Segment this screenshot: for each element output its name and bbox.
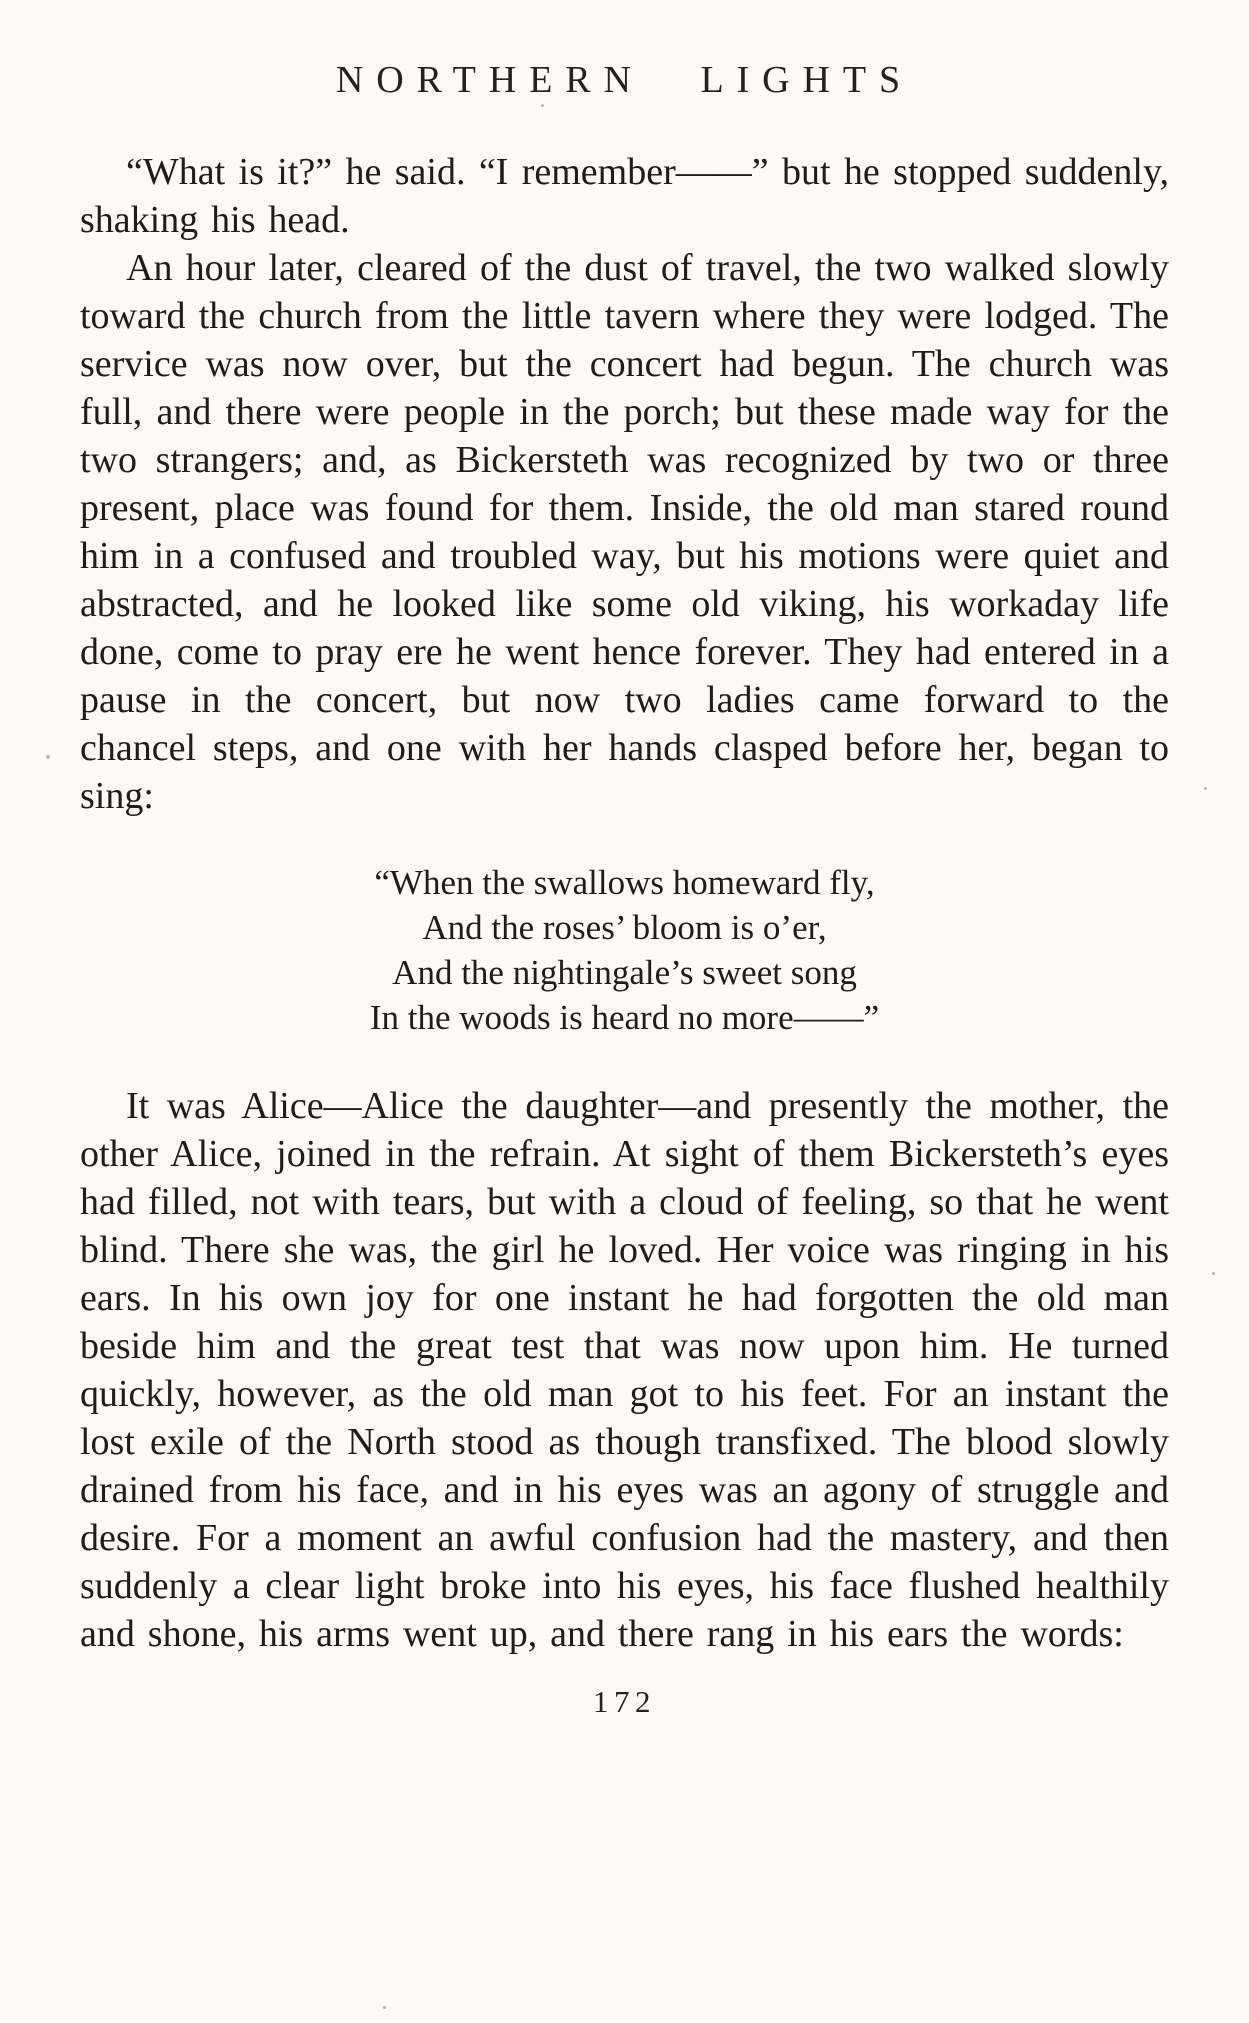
page-number: 172: [592, 1684, 657, 1719]
verse-line-1: “When the swallows homeward fly,: [374, 863, 875, 902]
verse-line-2: And the roses’ bloom is o’er,: [422, 908, 827, 947]
paragraph-3: It was Alice—Alice the daughter—and presently the mother, the other Alice, joined in the refrain. At sight of them Bickersteth’s eyes had filled, not with tears, but with a cloud of feeling, so that he went blind. There she was, the girl he loved. Her voice was ringing in his ears. In his own joy for one instant he had forgotten the old man beside him and the great test that was now upon him. He turned quickly, however, as the old man got to his feet. For an instant the lost exile of the North stood as though transfixed. The blood slowly drained from his face, and in his eyes was an agony of struggle and desire. For a moment an awful confusion had the mastery, and then suddenly a clear light broke into his eyes, his face flushed healthily and shone, his arms went up, and there rang in his ears the words:: [80, 1085, 1169, 1655]
verse-block: [80, 860, 1169, 1040]
page-title: NORTHERN LIGHTS: [335, 59, 914, 101]
scan-speck: [1204, 787, 1207, 790]
scan-speck: [541, 104, 544, 107]
scan-speck: [383, 2006, 386, 2009]
paragraph-1: “What is it?” he said. “I remember——” but he stopped suddenly, shaking his head.: [80, 151, 1169, 241]
paragraph-2: An hour later, cleared of the dust of travel, the two walked slowly toward the church from the little tavern where they were lodged. The service was now over, but the concert had begun. The church was full, and there were people in the porch; but these made way for the two strangers; and, as Bickersteth was recognized by two or three present, place was found for them. Inside, the old man stared round him in a confused and troubled way, but his motions were quiet and abstracted, and he looked like some old viking, his workaday life done, come to pray ere he went hence forever. They had entered in a pause in the concert, but now two ladies came forward to the chancel steps, and one with her hands clasped before her, began to sing:: [80, 247, 1169, 817]
verse-line-4: In the woods is heard no more——”: [369, 998, 880, 1037]
verse-line-3: And the nightingale’s sweet song: [392, 953, 857, 992]
scan-speck: [1212, 1272, 1215, 1275]
scan-speck: [46, 755, 50, 759]
